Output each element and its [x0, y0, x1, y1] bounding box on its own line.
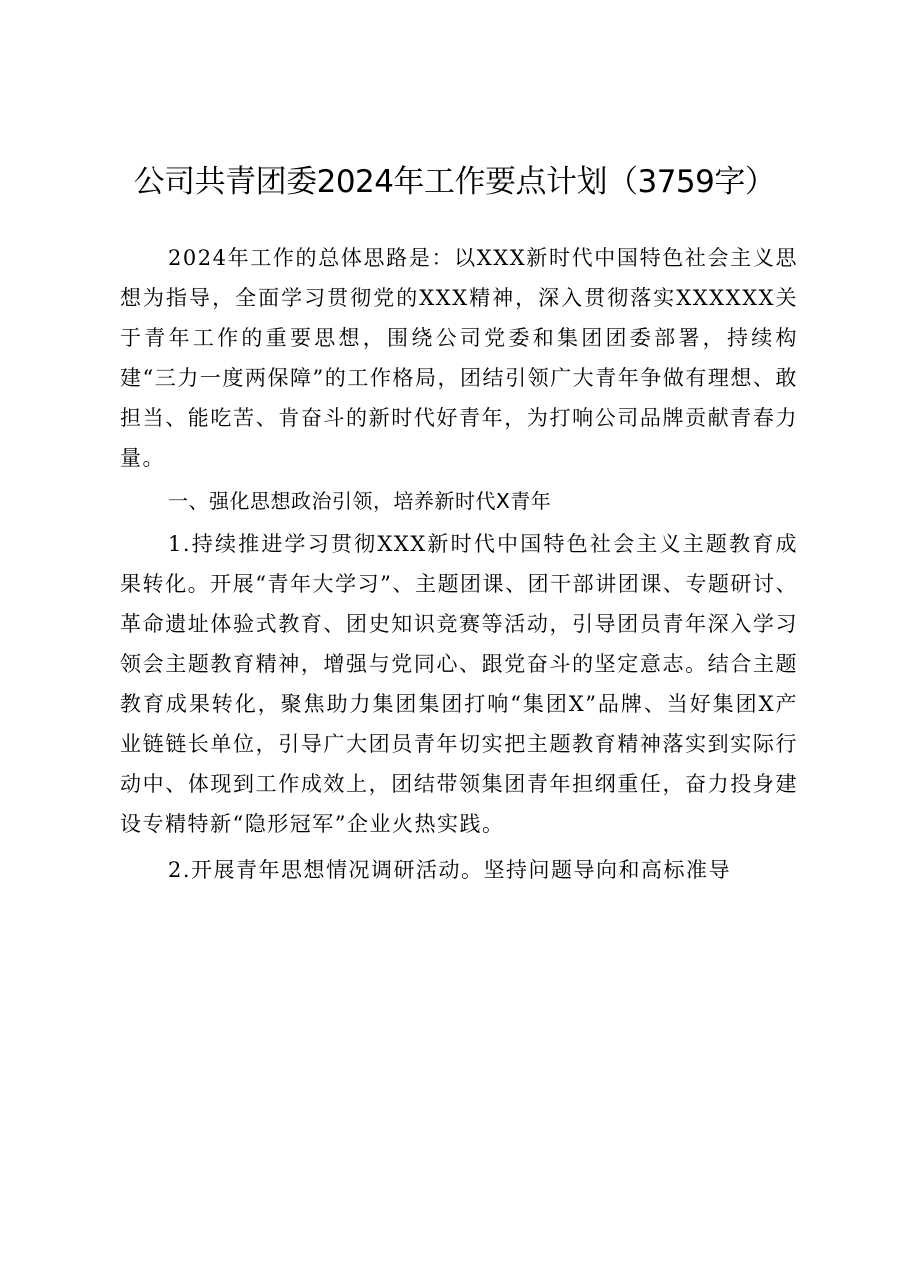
document-body — [120, 238, 798, 890]
intro-paragraph: 2024年工作的总体思路是：以XXX新时代中国特色社会主义思想为指导，全面学习贯彻党的XXX精神，深入贯彻落实XXXXXX关于青年工作的重要思想，围绕公司党委和集团团委部署，持续构建“三力一度两保障”的工作格局，团结引领广大青年争做有理想、敢担当、能吃苦、肯奋斗的新时代好青年，为打响公司品牌贡献青春力量。 — [120, 246, 798, 470]
item-paragraph-1: 1.持续推进学习贯彻XXX新时代中国特色社会主义主题教育成果转化。开展“青年大学习”、主题团课、团干部讲团课、专题研讨、革命遗址体验式教育、团史知识竞赛等活动，引导团员青年深入学习领会主题教育精神，增强与党同心、跟党奋斗的坚定意志。结合主题教育成果转化，聚焦助力集团集团打响“集团X”品牌、当好集团X产业链链长单位，引导广大团员青年切实把主题教育精神落实到实际行动中、体现到工作成效上，团结带领集团青年担纲重任，奋力投身建设专精特新“隐形冠军”企业火热实践。 — [120, 532, 798, 836]
document-title: 公司共青团委2024年工作要点计划（3759字） — [133, 164, 776, 200]
item-paragraph-2: 2.开展青年思想情况调研活动。坚持问题导向和高标准导 — [168, 858, 732, 882]
section-heading-1: 一、强化思想政治引领，培养新时代X青年 — [168, 489, 552, 513]
